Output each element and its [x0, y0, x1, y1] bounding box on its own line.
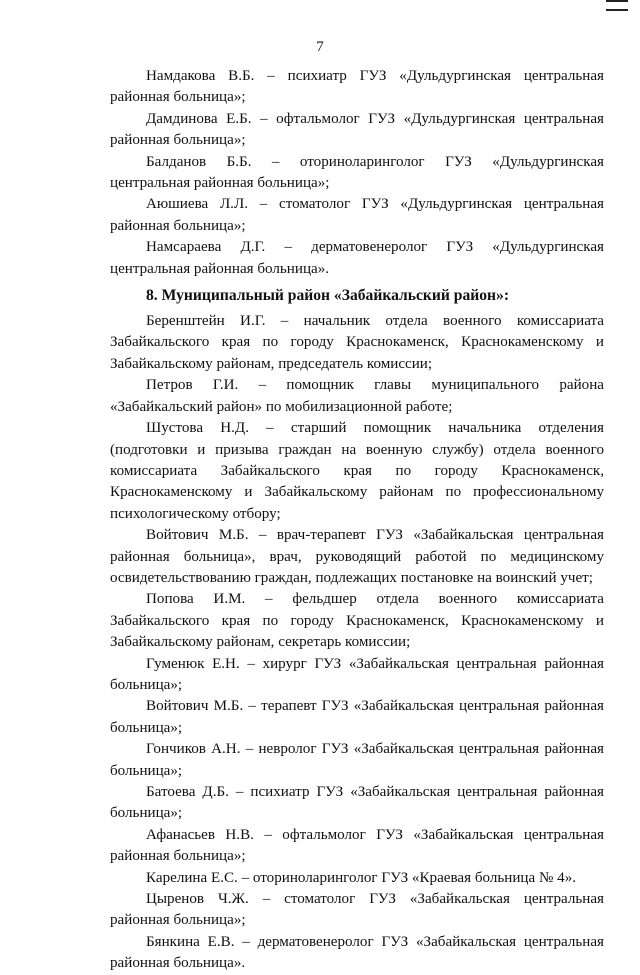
member-entry: Бянкина Е.В. – дерматовенеролог ГУЗ «Забайкальская центральная районная больница». [110, 933, 604, 972]
member-entry: Гончиков А.Н. – невролог ГУЗ «Забайкальская центральная районная больница»; [110, 741, 604, 779]
member-entry: Дамдинова Е.Б. – офтальмолог ГУЗ «Дульдургинская центральная районная больница»; [110, 110, 604, 149]
member-entry: Намсараева Д.Г. – дерматовенеролог ГУЗ «Дульдургинская центральная районная больница». [110, 239, 604, 277]
member-entry: Карелина Е.С. – оториноларинголог ГУЗ «Краевая больница № 4». [146, 869, 577, 886]
scan-corner-mark [606, 0, 628, 11]
member-entry: Шустова Н.Д. – старший помощник начальника отделения (подготовки и призыва граждан на военную службу) отдела военного комиссариата Забайкальского края по городу Краснокаменск, Краснокаменскому и Забайкальскому районам по профессиональному психологическому отбору; [110, 420, 604, 522]
member-entry: Гуменюк Е.Н. – хирург ГУЗ «Забайкальская центральная районная больница»; [110, 655, 604, 693]
member-entry: Афанасьев Н.В. – офтальмолог ГУЗ «Забайкальская центральная районная больница»; [110, 826, 604, 865]
member-entry: Аюшиева Л.Л. – стоматолог ГУЗ «Дульдургинская центральная районная больница»; [110, 196, 604, 234]
member-entry: Петров Г.И. – помощник главы муниципального района «Забайкальский район» по мобилизационной работе; [110, 377, 604, 415]
member-entry: Войтович М.Б. – врач-терапевт ГУЗ «Забайкальская центральная районная больница», врач, руководящий работой по медицинскому освидетельствованию граждан, подлежащих постановке на воинский учет; [110, 527, 604, 586]
page-number: 7 [316, 39, 324, 55]
section-heading: 8. Муниципальный район «Забайкальский район»: [146, 287, 510, 305]
member-entry: Войтович М.Б. – терапевт ГУЗ «Забайкальская центральная районная больница»; [110, 698, 604, 736]
member-entry: Балданов Б.Б. – оториноларинголог ГУЗ «Дульдургинская центральная районная больница»; [110, 153, 604, 192]
member-entry: Цыренов Ч.Ж. – стоматолог ГУЗ «Забайкальская центральная районная больница»; [110, 891, 604, 929]
member-entry: Беренштейн И.Г. – начальник отдела военного комиссариата Забайкальского края по городу Краснокаменск, Краснокаменскому и Забайкальскому районам, председатель комиссии; [110, 313, 604, 372]
document-body [110, 66, 604, 975]
member-entry: Попова И.М. – фельдшер отдела военного комиссариата Забайкальского края по городу Краснокаменск, Краснокаменскому и Забайкальскому районам, секретарь комиссии; [110, 591, 604, 651]
member-entry: Намдакова В.Б. – психиатр ГУЗ «Дульдургинская центральная районная больница»; [110, 68, 604, 106]
member-entry: Батоева Д.Б. – психиатр ГУЗ «Забайкальская центральная районная больница»; [110, 784, 604, 822]
